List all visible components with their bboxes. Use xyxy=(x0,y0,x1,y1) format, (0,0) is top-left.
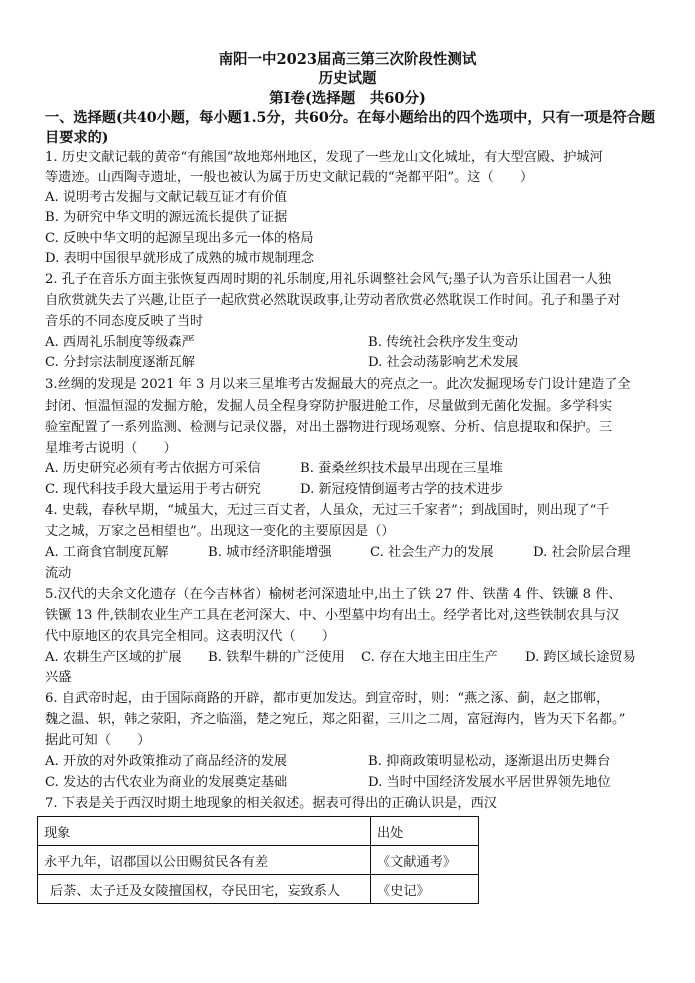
q7-stem: 7. 下表是关于西汉时期土地现象的相关叙述。据表可得出的正确认识是，西汉 xyxy=(45,796,497,811)
q5-option-a: A. 农耕生产区域的扩展 xyxy=(45,650,182,665)
q5-stem-line-3: 代中原地区的农具完全相同。这表明汉代（ ） xyxy=(45,629,336,644)
table-cell-phenomenon: 后荼、太子迁及女陵擅国权，夺民田宅，妄致系人 xyxy=(38,875,371,904)
subject-title: 历史试题 xyxy=(318,70,377,87)
table-cell-source: 《文献通考》 xyxy=(371,846,479,875)
q6-stem-line-1: 6. 自武帝时起，由于国际商路的开辟，都市更加发达。到宣帝时，则：“燕之涿、蓟，赵之邯郸， xyxy=(45,691,610,706)
q2-option-a: A. 西周礼乐制度等级森严 xyxy=(45,335,195,350)
q5-stem-line-1: 5.汉代的夫余文化遗存（在今吉林省）榆树老河深遗址中,出土了铁 27 件、铁凿 4 件、铁镰 8 件、 xyxy=(45,587,622,602)
q1-stem-line-1: 1. 历史文献记载的黄帝“有熊国”故地郑州地区，发现了一些龙山文化城址，有大型宫殿、护城河 xyxy=(45,150,603,165)
section-title: 第Ⅰ卷(选择题 共60分) xyxy=(269,90,426,107)
q3-stem-line-2: 封闭、恒温恒湿的发掘方舱，发掘人员全程身穿防护服进舱工作，尽量做到无菌化发掘。多学科实 xyxy=(45,399,613,414)
q6-stem-line-2: 魏之温、轵，韩之荥阳，齐之临淄，楚之宛丘，郑之阳翟，三川之二周，富冠海内，皆为天下名都。” xyxy=(45,712,626,727)
table-header-row xyxy=(38,817,479,846)
q5-option-d-wrap: 兴盛 xyxy=(45,670,72,685)
table-header-source: 出处 xyxy=(371,817,479,846)
q4-option-d-wrap: 流动 xyxy=(45,566,72,581)
q6-option-d: D. 当时中国经济发展水平居世界领先地位 xyxy=(368,775,611,790)
q5-option-d: D. 跨区域长途贸易 xyxy=(525,650,636,665)
q2-stem-line-3: 音乐的不同态度反映了当时 xyxy=(45,314,204,329)
q3-option-c: C. 现代科技手段大量运用于考古研究 xyxy=(45,482,261,497)
q6-option-a: A. 开放的对外政策推动了商品经济的发展 xyxy=(45,754,288,769)
q3-option-b: B. 蚕桑丝织技术最早出现在三星堆 xyxy=(300,461,503,476)
q4-stem-line-1: 4. 史载，春秋早期，“城虽大，无过三百丈者，人虽众，无过三千家者”；到战国时，则出现了“千 xyxy=(45,503,610,518)
q4-option-a: A. 工商食官制度瓦解 xyxy=(45,545,169,560)
q2-option-c: C. 分封宗法制度逐渐瓦解 xyxy=(45,355,195,370)
q4-option-c: C. 社会生产力的发展 xyxy=(370,545,494,560)
q5-stem-line-2: 铁镢 13 件,铁制农业生产工具在老河深大、中、小型墓中均有出土。经学者比对,这些铁制农具与汉 xyxy=(45,608,620,623)
table-cell-source: 《史记》 xyxy=(371,875,479,904)
q6-option-b: B. 抑商政策明显松动，逐渐退出历史舞台 xyxy=(368,754,611,769)
q3-option-d: D. 新冠疫情倒逼考古学的技术进步 xyxy=(300,482,504,497)
q2-option-b: B. 传统社会秩序发生变动 xyxy=(368,335,518,350)
q3-stem-line-4: 星堆考古说明（ ） xyxy=(45,441,177,456)
q6-stem-line-3: 据此可知（ ） xyxy=(45,733,151,748)
instructions-line-2: 目要求的) xyxy=(45,130,109,146)
q1-stem-line-2: 等遗迹。山西陶寺遗址，一般也被认为属于历史文献记载的“尧都平阳”。这（ ） xyxy=(45,170,534,185)
exam-title: 南阳一中2023届高三第三次阶段性测试 xyxy=(218,51,477,68)
q3-stem-line-3: 验室配置了一系列监测、检测与记录仪器，对出土器物进行现场观察、分析、信息提取和保护。三 xyxy=(45,420,613,435)
q5-option-b: B. 铁犁牛耕的广泛使用 xyxy=(208,650,345,665)
land-phenomena-table xyxy=(37,816,479,904)
table-row xyxy=(38,875,479,904)
q6-option-c: C. 发达的古代农业为商业的发展奠定基础 xyxy=(45,775,288,790)
q4-option-d: D. 社会阶层合理 xyxy=(533,545,631,560)
q1-option-b: B. 为研究中华文明的源远流长提供了证据 xyxy=(45,210,288,225)
q4-option-b: B. 城市经济职能增强 xyxy=(208,545,332,560)
q1-option-c: C. 反映中华文明的起源呈现出多元一体的格局 xyxy=(45,231,314,246)
q1-option-d: D. 表明中国很早就形成了成熟的城市规制理念 xyxy=(45,251,315,266)
q2-stem-line-1: 2. 孔子在音乐方面主张恢复西周时期的礼乐制度,用礼乐调整社会风气;墨子认为音乐让国君一人独 xyxy=(45,272,612,287)
q2-option-d: D. 社会动荡影响艺术发展 xyxy=(368,355,519,370)
q5-option-c: C. 存在大地主田庄生产 xyxy=(361,650,498,665)
table-row xyxy=(38,846,479,875)
table-cell-phenomenon: 永平九年，诏郡国以公田赐贫民各有差 xyxy=(38,846,371,875)
q3-option-a: A. 历史研究必须有考古依据方可采信 xyxy=(45,461,261,476)
q3-stem-line-1: 3.丝绸的发现是 2021 年 3 月以来三星堆考古发掘最大的亮点之一。此次发掘现场专门设计建造了全 xyxy=(45,377,631,392)
q2-stem-line-2: 自欣赏就失去了兴趣,让臣子一起欣赏必然耽误政事,让劳动者欣赏必然耽误工作时间。孔子和墨子对 xyxy=(45,293,621,308)
q4-stem-line-2: 丈之城，万家之邑相望也”。出现这一变化的主要原因是（） xyxy=(45,524,395,539)
instructions-line-1: 一、选择题(共40小题，每小题1.5分，共60分。在每小题给出的四个选项中，只有一项是符合题 xyxy=(45,110,656,126)
table-header-phenomenon: 现象 xyxy=(38,817,371,846)
q1-option-a: A. 说明考古发掘与文献记载互证才有价值 xyxy=(45,190,288,205)
